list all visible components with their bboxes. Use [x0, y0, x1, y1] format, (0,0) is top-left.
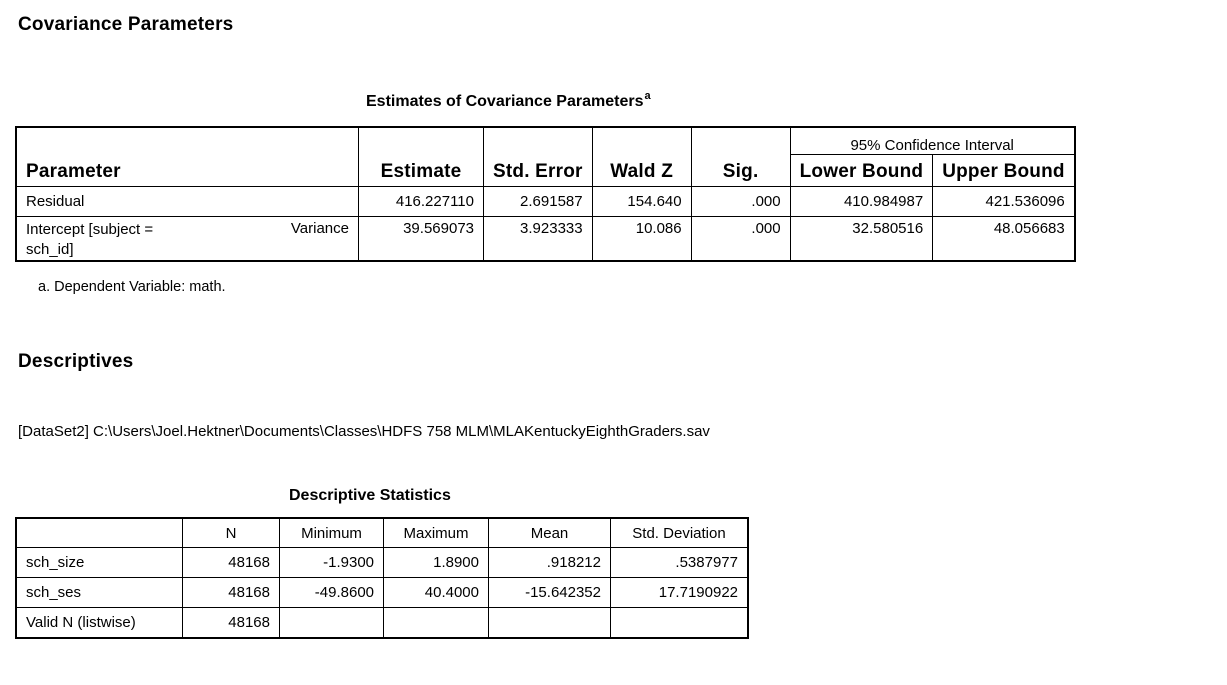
col-header-estimate: Estimate	[359, 155, 484, 187]
cell-upper-bound: 421.536096	[933, 187, 1075, 217]
cell-sig: .000	[691, 217, 790, 262]
cell-lower-bound: 410.984987	[790, 187, 933, 217]
cell-estimate: 416.227110	[359, 187, 484, 217]
row-label-valid-n: Valid N (listwise)	[16, 608, 183, 639]
cell-mean: -15.642352	[489, 578, 611, 608]
table-row	[16, 608, 748, 639]
row-label-sch-size: sch_size	[16, 548, 183, 578]
header-blank	[16, 127, 359, 155]
col-header-mean: Mean	[489, 518, 611, 548]
cell-minimum: -1.9300	[280, 548, 384, 578]
cell-std-deviation: 17.7190922	[611, 578, 749, 608]
header-blank	[592, 127, 691, 155]
cell-n: 48168	[183, 548, 280, 578]
cell-maximum	[384, 608, 489, 639]
col-header-blank	[16, 518, 183, 548]
header-blank	[359, 127, 484, 155]
cell-std-deviation	[611, 608, 749, 639]
table-row	[16, 548, 748, 578]
row-label-residual: Residual	[16, 187, 359, 217]
cell-maximum: 1.8900	[384, 548, 489, 578]
header-blank	[484, 127, 593, 155]
col-header-upper-bound: Upper Bound	[933, 155, 1075, 187]
cell-mean: .918212	[489, 548, 611, 578]
dataset-path: [DataSet2] C:\Users\Joel.Hektner\Documents\Classes\HDFS 758 MLM\MLAKentuckyEighthGraders.sav	[18, 423, 710, 440]
cell-wald-z: 154.640	[592, 187, 691, 217]
col-header-lower-bound: Lower Bound	[790, 155, 933, 187]
descriptives-section-heading: Descriptives	[18, 351, 134, 372]
cell-n: 48168	[183, 578, 280, 608]
cell-sig: .000	[691, 187, 790, 217]
descriptive-statistics-table	[15, 517, 749, 639]
col-header-parameter: Parameter	[16, 155, 359, 187]
cell-std-deviation: .5387977	[611, 548, 749, 578]
cell-std-error: 2.691587	[484, 187, 593, 217]
covariance-section-heading: Covariance Parameters	[18, 14, 234, 35]
cell-mean	[489, 608, 611, 639]
table-row	[16, 217, 1075, 262]
cell-std-error: 3.923333	[484, 217, 593, 262]
covariance-table-title	[366, 90, 651, 111]
row-sublabel-variance: Variance	[185, 217, 359, 262]
cell-lower-bound: 32.580516	[790, 217, 933, 262]
row-label-sch-ses: sch_ses	[16, 578, 183, 608]
covariance-parameters-table	[15, 126, 1076, 262]
cell-upper-bound: 48.056683	[933, 217, 1075, 262]
col-header-minimum: Minimum	[280, 518, 384, 548]
covariance-table-title-text: Estimates of Covariance Parameters	[366, 93, 644, 110]
table-row	[16, 187, 1075, 217]
cell-minimum: -49.8600	[280, 578, 384, 608]
covariance-table-title-superscript: a	[644, 90, 651, 102]
cell-n: 48168	[183, 608, 280, 639]
cell-minimum	[280, 608, 384, 639]
ci-group-header: 95% Confidence Interval	[790, 127, 1075, 155]
col-header-std-error: Std. Error	[484, 155, 593, 187]
cell-maximum: 40.4000	[384, 578, 489, 608]
col-header-wald-z: Wald Z	[592, 155, 691, 187]
cell-wald-z: 10.086	[592, 217, 691, 262]
header-blank	[691, 127, 790, 155]
covariance-footnote: a. Dependent Variable: math.	[38, 279, 226, 295]
row-label-intercept: Intercept [subject = sch_id]	[16, 217, 185, 262]
descriptive-table-title: Descriptive Statistics	[289, 487, 451, 504]
col-header-sig: Sig.	[691, 155, 790, 187]
col-header-std-deviation: Std. Deviation	[611, 518, 749, 548]
table-row	[16, 578, 748, 608]
col-header-n: N	[183, 518, 280, 548]
cell-estimate: 39.569073	[359, 217, 484, 262]
col-header-maximum: Maximum	[384, 518, 489, 548]
